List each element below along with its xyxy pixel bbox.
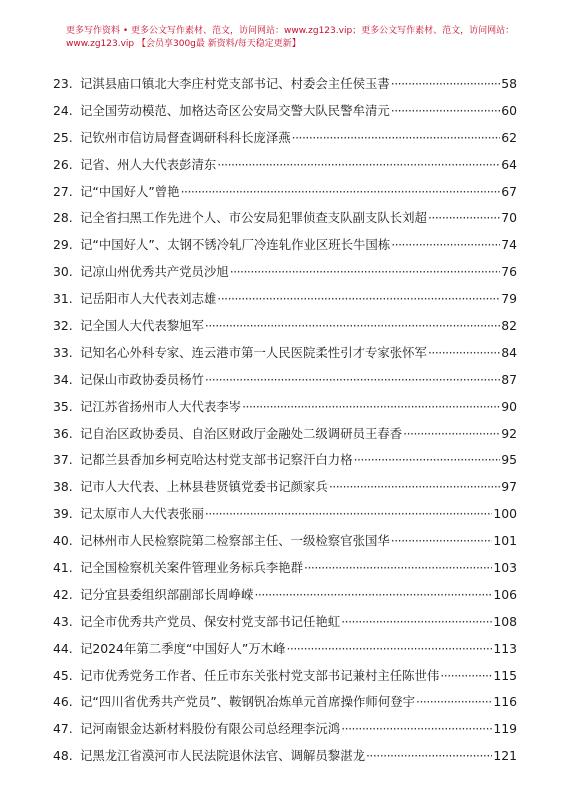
- toc-entry-title: 记省、州人大代表彭清东: [80, 156, 217, 172]
- toc-entry-page-number: 82: [501, 318, 517, 334]
- toc-entry-title: 记全市优秀共产党员、保安村党支部书记任艳虹: [80, 613, 341, 629]
- toc-entry-title: 记“四川省优秀共产党员”、鞍钢钒冶炼单元首席操作师何登宇: [80, 694, 415, 710]
- toc-entry-title: 记全省扫黑工作先进个人、市公安局犯罪侦查支队副支队长刘超: [80, 210, 427, 226]
- banner-line-2: www.zg123.vip 【会员享300g最 新资料/每天稳定更新】: [66, 39, 301, 49]
- dot-leader: [428, 340, 500, 367]
- toc-entry-page-number: 87: [501, 371, 517, 387]
- toc-entry[interactable]: [53, 205, 517, 232]
- dot-leader: [403, 421, 500, 448]
- toc-entry[interactable]: [53, 179, 517, 206]
- toc-entry-page-number: 113: [493, 640, 517, 656]
- toc-entry-number: 28.: [53, 210, 73, 226]
- toc-entry-page-number: 101: [493, 533, 517, 549]
- toc-entry-page-number: 106: [493, 586, 517, 602]
- toc-entry-title: 记黑龙江省漠河市人民法院退休法官、调解员黎湛龙: [80, 748, 365, 764]
- watermark-banner: [66, 25, 536, 51]
- toc-entry-title: 记全国劳动模范、加格达奇区公安局交警大队民警牟清元: [80, 102, 390, 118]
- toc-entry-number: 30.: [53, 264, 73, 280]
- dot-leader: [391, 232, 500, 259]
- toc-entry[interactable]: [53, 152, 517, 179]
- toc-entry-page-number: 70: [501, 210, 517, 226]
- toc-entry-title: 记市优秀党务工作者、任丘市东关张村党支部书记兼村主任陈世伟: [80, 667, 440, 683]
- dot-leader: [416, 689, 492, 716]
- dot-leader: [329, 474, 500, 501]
- dot-leader: [440, 663, 492, 690]
- toc-entry-number: 27.: [53, 183, 73, 199]
- toc-entry[interactable]: [53, 555, 517, 582]
- dot-leader: [391, 528, 493, 555]
- toc-entry-number: 33.: [53, 344, 73, 360]
- toc-entry-title: 记钦州市信访局督查调研科科长庞泽燕: [80, 129, 291, 145]
- toc-entry-number: 25.: [53, 129, 73, 145]
- toc-entry-page-number: 92: [501, 425, 517, 441]
- toc-entry[interactable]: [53, 71, 517, 98]
- toc-entry-title: 记林州市人民检察院第二检察部主任、一级检察官张国华: [80, 533, 390, 549]
- toc-entry-title: 记保山市政协委员杨竹: [80, 371, 204, 387]
- dot-leader: [217, 152, 500, 179]
- dot-leader: [354, 447, 501, 474]
- toc-entry-number: 44.: [53, 640, 73, 656]
- toc-entry[interactable]: [53, 259, 517, 286]
- toc-entry-page-number: 121: [493, 748, 517, 764]
- toc-entry[interactable]: [53, 474, 517, 501]
- dot-leader: [242, 394, 500, 421]
- toc-entry[interactable]: [53, 689, 517, 716]
- toc-entry[interactable]: [53, 528, 517, 555]
- toc-entry[interactable]: [53, 663, 517, 690]
- toc-entry[interactable]: [53, 367, 517, 394]
- toc-entry[interactable]: [53, 98, 517, 125]
- toc-entry[interactable]: [53, 313, 517, 340]
- dot-leader: [366, 743, 492, 770]
- toc-entry-page-number: 116: [493, 694, 517, 710]
- toc-entry-page-number: 100: [493, 506, 517, 522]
- toc-entry-number: 46.: [53, 694, 73, 710]
- toc-entry-number: 24.: [53, 102, 73, 118]
- toc-entry-number: 48.: [53, 748, 73, 764]
- toc-entry-number: 35.: [53, 398, 73, 414]
- toc-entry-page-number: 90: [501, 398, 517, 414]
- toc-entry-number: 42.: [53, 586, 73, 602]
- toc-entry[interactable]: [53, 125, 517, 152]
- toc-entry-title: 记江苏省扬州市人大代表李岑: [80, 398, 242, 414]
- toc-entry-page-number: 76: [501, 264, 517, 280]
- toc-entry-title: 记全国人大代表黎旭军: [80, 318, 204, 334]
- toc-entry-title: 记“中国好人”曾艳: [80, 183, 180, 199]
- dot-leader: [341, 609, 492, 636]
- toc-entry-number: 45.: [53, 667, 73, 683]
- toc-entry-title: 记岳阳市人大代表刘志雄: [80, 291, 217, 307]
- dot-leader: [286, 636, 492, 663]
- toc-entry-page-number: 79: [501, 291, 517, 307]
- toc-entry-title: 记市人大代表、上林县巷贤镇党委书记颜家兵: [80, 479, 328, 495]
- toc-entry[interactable]: [53, 394, 517, 421]
- toc-entry-title: 记2024年第二季度“中国好人”万木峰: [80, 640, 286, 656]
- toc-entry-title: 记知名心外科专家、连云港市第一人民医院柔性引才专家张怀军: [80, 344, 427, 360]
- toc-entry-page-number: 95: [501, 452, 517, 468]
- toc-entry[interactable]: [53, 286, 517, 313]
- dot-leader: [205, 367, 500, 394]
- toc-entry-page-number: 97: [501, 479, 517, 495]
- toc-entry-number: 23.: [53, 76, 73, 91]
- toc-entry-title: 记凉山州优秀共产党员沙旭: [80, 264, 229, 280]
- toc-entry-number: 41.: [53, 560, 73, 576]
- toc-entry[interactable]: [53, 421, 517, 448]
- toc-entry-page-number: 62: [501, 129, 517, 145]
- toc-entry-number: 40.: [53, 533, 73, 549]
- toc-entry-number: 37.: [53, 452, 73, 468]
- toc-entry-title: 记“中国好人”、太钢不锈冷轧厂冷连轧作业区班长牛国栋: [80, 237, 391, 253]
- toc-entry-title: 记分宜县委组织部副部长周峥嵘: [80, 586, 254, 602]
- banner-line-1: 更多写作资料 • 更多公文写作素材、范文，访问网站：www.zg123.vip；更多公文写作素材、范文，访问网站：: [66, 26, 515, 36]
- toc-entry-page-number: 108: [493, 613, 517, 629]
- toc-entry[interactable]: [53, 716, 517, 743]
- dot-leader: [217, 286, 500, 313]
- dot-leader: [341, 716, 492, 743]
- toc-entry-number: 34.: [53, 371, 73, 387]
- toc-entry-title: 记河南银金达新材料股份有限公司总经理李沅鸿: [80, 721, 341, 737]
- dot-leader: [391, 71, 500, 98]
- toc-entry-number: 36.: [53, 425, 73, 441]
- toc-entry-number: 38.: [53, 479, 73, 495]
- toc-entry-page-number: 67: [501, 183, 517, 199]
- toc-entry-page-number: 60: [501, 102, 517, 118]
- toc-entry[interactable]: [53, 501, 517, 528]
- dot-leader: [181, 179, 501, 206]
- dot-leader: [254, 582, 492, 609]
- toc-entry-title: 记自治区政协委员、自治区财政厅金融处二级调研员王春香: [80, 425, 403, 441]
- dot-leader: [391, 98, 500, 125]
- toc-entry-page-number: 74: [501, 237, 517, 253]
- toc-entry-number: 47.: [53, 721, 73, 737]
- toc-entry-page-number: 103: [493, 560, 517, 576]
- dot-leader: [304, 555, 492, 582]
- toc-entry-number: 39.: [53, 506, 73, 522]
- dot-leader: [205, 313, 500, 340]
- toc-entry-number: 32.: [53, 318, 73, 334]
- toc-entry-number: 43.: [53, 613, 73, 629]
- toc-entry-page-number: 64: [501, 156, 517, 172]
- toc-entry-title: 记全国检察机关案件管理业务标兵李艳群: [80, 560, 304, 576]
- toc-entry-page-number: 119: [493, 721, 517, 737]
- toc-entry[interactable]: [53, 582, 517, 609]
- toc-entry-title: 记都兰县香加乡柯克哈达村党支部书记察汗白力格: [80, 452, 353, 468]
- toc-entry-number: 26.: [53, 156, 73, 172]
- dot-leader: [230, 259, 501, 286]
- toc-entry[interactable]: [53, 447, 517, 474]
- toc-entry-title: 记太原市人大代表张丽: [80, 506, 204, 522]
- dot-leader: [292, 125, 501, 152]
- toc-entry-title: 记淇县庙口镇北大李庄村党支部书记、村委会主任侯玉書: [80, 76, 390, 91]
- toc-entry-page-number: 84: [501, 344, 517, 360]
- dot-leader: [428, 205, 500, 232]
- toc-entry[interactable]: [53, 743, 517, 770]
- dot-leader: [205, 501, 492, 528]
- toc-entry-number: 31.: [53, 291, 73, 307]
- toc-entry[interactable]: [53, 232, 517, 259]
- toc-entry[interactable]: [53, 609, 517, 636]
- toc-entry-page-number: 115: [493, 667, 517, 683]
- toc-entry-page-number: 58: [501, 76, 517, 91]
- table-of-contents: [53, 71, 517, 770]
- toc-entry-number: 29.: [53, 237, 73, 253]
- toc-entry[interactable]: [53, 340, 517, 367]
- toc-entry[interactable]: [53, 636, 517, 663]
